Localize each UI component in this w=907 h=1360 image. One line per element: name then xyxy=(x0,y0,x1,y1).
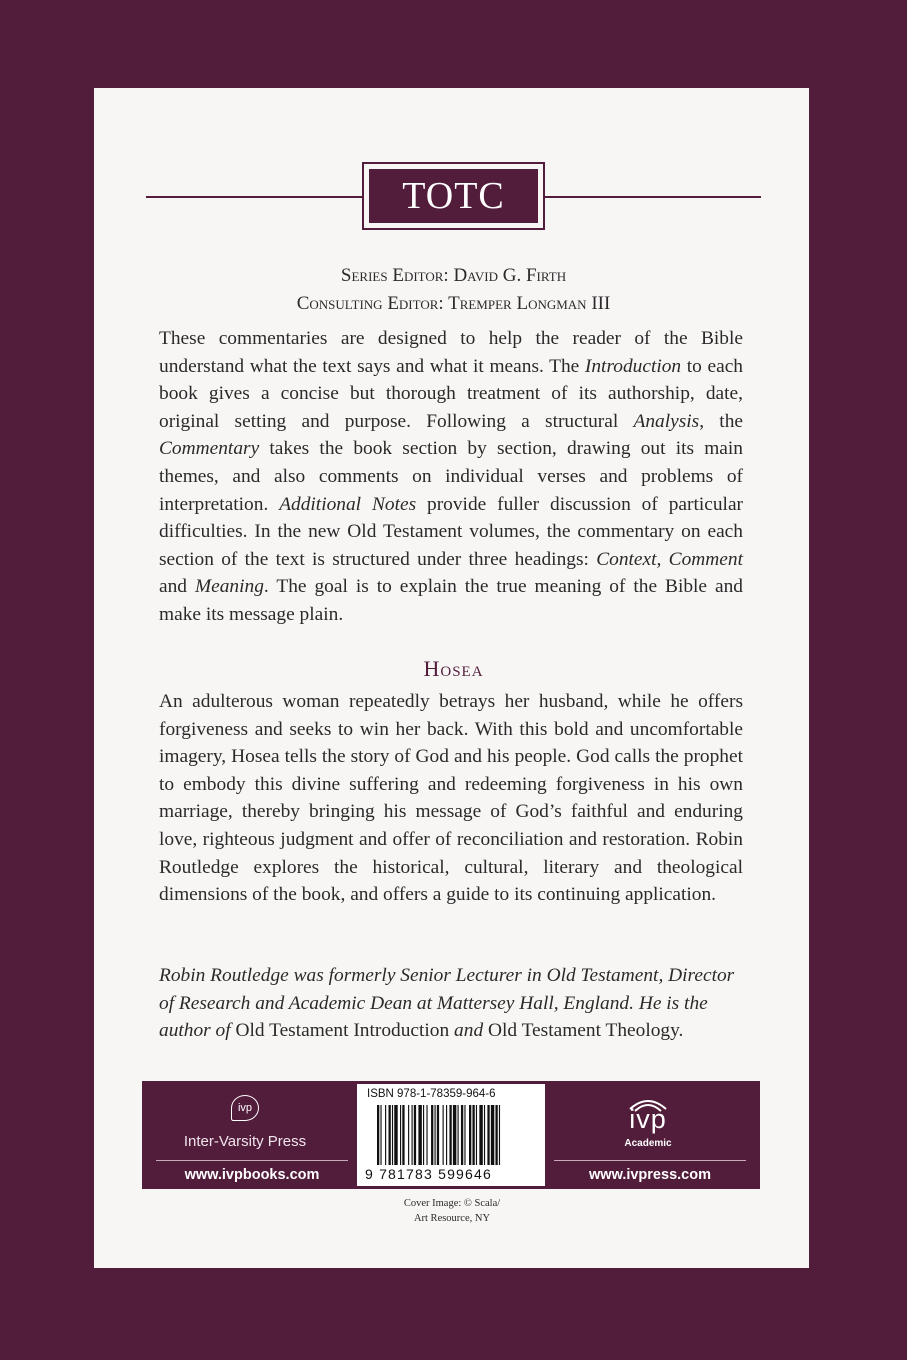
barcode-bar xyxy=(392,1105,393,1165)
barcode-bar xyxy=(412,1105,413,1165)
cover-image-credit xyxy=(352,1196,552,1226)
credit-line-1: Cover Image: © Scala/ xyxy=(403,1198,501,1209)
barcode-bar xyxy=(400,1105,401,1165)
editors xyxy=(146,262,761,318)
author-bio xyxy=(159,962,743,1045)
barcode-bar xyxy=(385,1105,386,1165)
book-title: Hosea xyxy=(423,656,484,681)
ivp-academic-logo xyxy=(598,1093,698,1153)
series-logo-text: TOTC xyxy=(369,169,538,223)
divider-left xyxy=(156,1160,348,1161)
series-description xyxy=(159,325,743,629)
barcode-bar xyxy=(449,1105,451,1165)
barcode-bar xyxy=(377,1105,379,1165)
barcode-bar xyxy=(446,1105,447,1165)
barcode-bar xyxy=(476,1105,477,1165)
barcode-bar xyxy=(408,1105,409,1165)
barcode-bar xyxy=(461,1105,463,1165)
barcode-bar xyxy=(484,1105,485,1165)
barcode-bar xyxy=(499,1105,500,1165)
barcode-bar xyxy=(402,1105,404,1165)
barcode-bar xyxy=(423,1105,424,1165)
credit-line-2: Art Resource, NY xyxy=(413,1213,491,1224)
barcode-bar xyxy=(443,1105,444,1165)
barcode-bar xyxy=(491,1105,494,1165)
book-blurb-text: An adulterous woman repeatedly betrays her husband, while he offers forgiveness and seeks to win her back. With this bold and uncomfortable imagery, Hosea tells the story of God and his people. God calls the prophet to embody this divine suffering and redeeming forgiveness in his own marriage, thereby bringing his message of God’s faithful and enduring love, righteous judgment and offer of reconciliation and restoration. Robin Routledge explores the historical, cultural, literary and theological dimensions of the book, and offers a guide to its continuing application. xyxy=(159,691,743,906)
ivp-academic-label: Academic xyxy=(624,1138,672,1149)
barcode-bar xyxy=(437,1105,439,1165)
barcode-box xyxy=(357,1084,545,1186)
author-bio-text: Robin Routledge was formerly Senior Lecturer in Old Testament, Director of Research and Academic Dean at Mattersey Hall, England. He is the author of Old Testament Introduction and Old Testament Theology. xyxy=(159,965,735,1042)
ivpbooks-link[interactable]: www.ivpbooks.com xyxy=(184,1167,320,1183)
book-blurb xyxy=(159,688,743,909)
barcode-bar xyxy=(418,1105,421,1165)
barcode-bar xyxy=(453,1105,456,1165)
divider-right xyxy=(554,1160,746,1161)
barcode-icon xyxy=(377,1105,537,1165)
barcode-bar xyxy=(414,1105,416,1165)
publisher-name: Inter-Varsity Press xyxy=(183,1133,307,1150)
ivp-academic-logo-text: ivp xyxy=(629,1104,667,1134)
ivp-speech-bubble-icon: ivp xyxy=(231,1095,259,1121)
publisher-bar xyxy=(142,1081,760,1189)
barcode-bar xyxy=(495,1105,497,1165)
header-rule-left xyxy=(146,196,362,198)
barcode-bar xyxy=(426,1105,427,1165)
barcode-bar xyxy=(464,1105,465,1165)
barcode-bar xyxy=(431,1105,433,1165)
barcode-bar xyxy=(380,1105,381,1165)
header-rule-right xyxy=(545,196,761,198)
series-logo xyxy=(362,162,545,230)
barcode-bar xyxy=(389,1105,391,1165)
barcode-bar xyxy=(469,1105,471,1165)
ivpress-link[interactable]: www.ivpress.com xyxy=(589,1167,711,1183)
barcode-bar xyxy=(487,1105,489,1165)
isbn: ISBN 978-1-78359-964-6 xyxy=(367,1088,496,1100)
series-description-text: These commentaries are designed to help the reader of the Bible understand what the text says and what it means. The Introduction to each book gives a concise but thorough treatment of its authorship, date, original setting and purpose. Following a structural Analysis, the Commentary takes the book section by section, drawing out its main themes, and also comments on individual verses and problems of interpretation. Additional Notes provide fuller discussion of particular difficulties. In the new Old Testament volumes, the commentary on each section of the text is structured under three headings: Context, Comment and Meaning. The goal is to explain the true meaning of the Bible and make its message plain. xyxy=(159,328,744,625)
barcode-bar xyxy=(472,1105,474,1165)
barcode-bar xyxy=(394,1105,397,1165)
barcode-digits: 9 781783 599646 xyxy=(365,1166,492,1182)
consulting-editor: Consulting Editor: Tremper Longman III xyxy=(296,293,611,314)
series-editor: Series Editor: David G. Firth xyxy=(340,265,567,286)
barcode-bar xyxy=(458,1105,459,1165)
barcode-bar xyxy=(479,1105,482,1165)
barcode-bar xyxy=(435,1105,436,1165)
